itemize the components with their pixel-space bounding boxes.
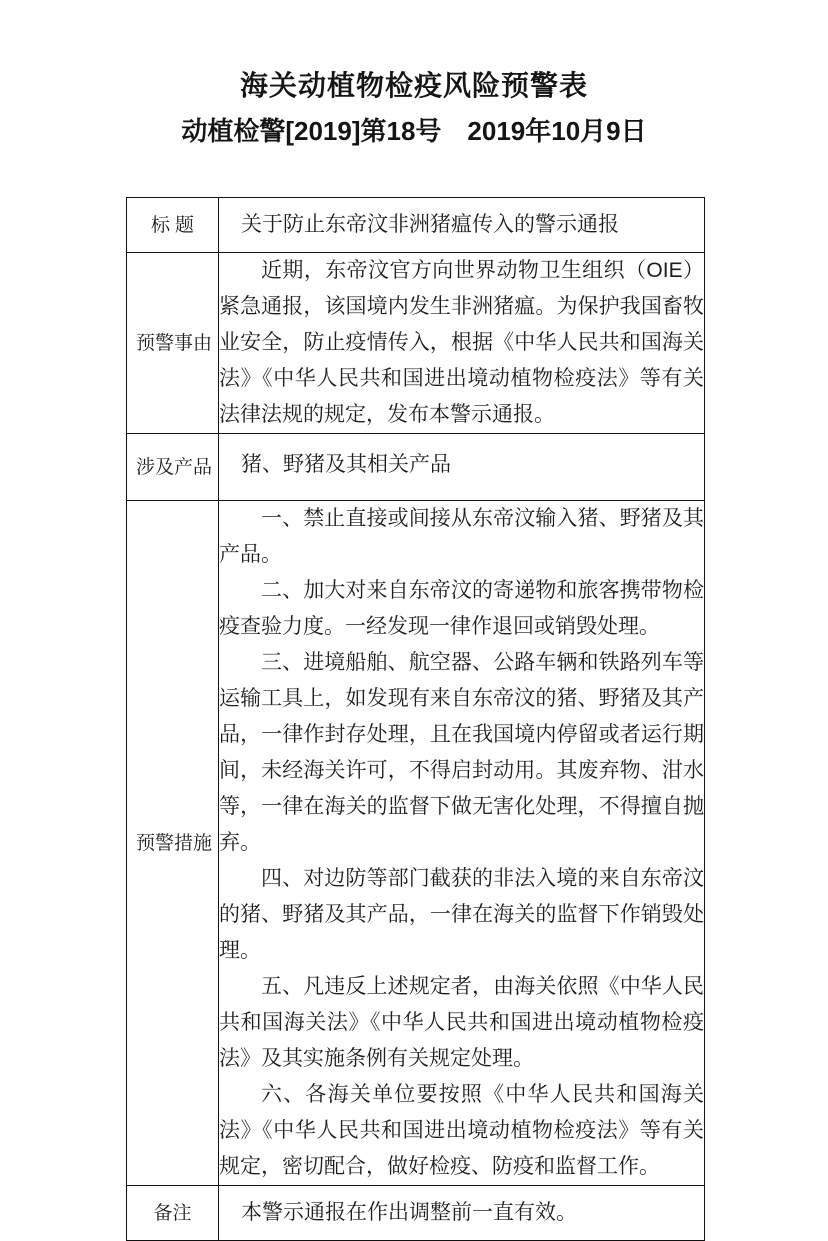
warning-table-container bbox=[126, 197, 704, 1241]
row-value-remark: 本警示通报在作出调整前一直有效。 bbox=[219, 1186, 705, 1241]
page-title: 海关动植物检疫风险预警表 bbox=[239, 70, 588, 101]
row-value-measures bbox=[219, 501, 705, 1186]
row-value-products: 猪、野猪及其相关产品 bbox=[219, 434, 705, 501]
table-row-remark bbox=[127, 1186, 705, 1241]
row-label-title: 标题 bbox=[127, 198, 219, 253]
measure-item-4: 四、对边防等部门截获的非法入境的来自东帝汶的猪、野猪及其产品，一律在海关的监督下作销毁处理。 bbox=[219, 867, 704, 962]
row-label-remark: 备注 bbox=[127, 1186, 219, 1241]
document-header bbox=[0, 0, 828, 150]
table-row-measures bbox=[127, 501, 705, 1186]
document-reference-number: 动植检警[2019]第18号 bbox=[181, 116, 442, 146]
row-label-products: 涉及产品 bbox=[127, 434, 219, 501]
row-value-reason bbox=[219, 253, 705, 434]
measure-item-6: 六、各海关单位要按照《中华人民共和国海关法》《中华人民共和国进出境动植物检疫法》等有关规定，密切配合，做好检疫、防疫和监督工作。 bbox=[219, 1083, 704, 1178]
table-row-products bbox=[127, 434, 705, 501]
document-subtitle bbox=[179, 112, 649, 150]
warning-table bbox=[126, 197, 705, 1241]
measure-item-5: 五、凡违反上述规定者，由海关依照《中华人民共和国海关法》《中华人民共和国进出境动植物检疫法》及其实施条例有关规定处理。 bbox=[219, 975, 704, 1070]
document-issue-date: 2019年10月9日 bbox=[467, 116, 647, 146]
table-row-title bbox=[127, 198, 705, 253]
row-value-title: 关于防止东帝汶非洲猪瘟传入的警示通报 bbox=[219, 198, 705, 253]
row-label-reason: 预警事由 bbox=[127, 253, 219, 434]
measure-item-2: 二、加大对来自东帝汶的寄递物和旅客携带物检疫查验力度。一经发现一律作退回或销毁处理。 bbox=[219, 579, 704, 638]
reason-paragraph: 近期，东帝汶官方向世界动物卫生组织（OIE）紧急通报，该国境内发生非洲猪瘟。为保护我国畜牧业安全，防止疫情传入，根据《中华人民共和国海关法》《中华人民共和国进出境动植物检疫法》等有关法律法规的规定，发布本警示通报。 bbox=[219, 259, 704, 426]
row-label-measures: 预警措施 bbox=[127, 501, 219, 1186]
measure-item-1: 一、禁止直接或间接从东帝汶输入猪、野猪及其产品。 bbox=[219, 507, 704, 566]
table-row-reason bbox=[127, 253, 705, 434]
measure-item-3: 三、进境船舶、航空器、公路车辆和铁路列车等运输工具上，如发现有来自东帝汶的猪、野猪及其产品，一律作封存处理，且在我国境内停留或者运行期间，未经海关许可，不得启封动用。其废弃物、泔水等，一律在海关的监督下做无害化处理，不得擅自抛弃。 bbox=[219, 651, 704, 854]
